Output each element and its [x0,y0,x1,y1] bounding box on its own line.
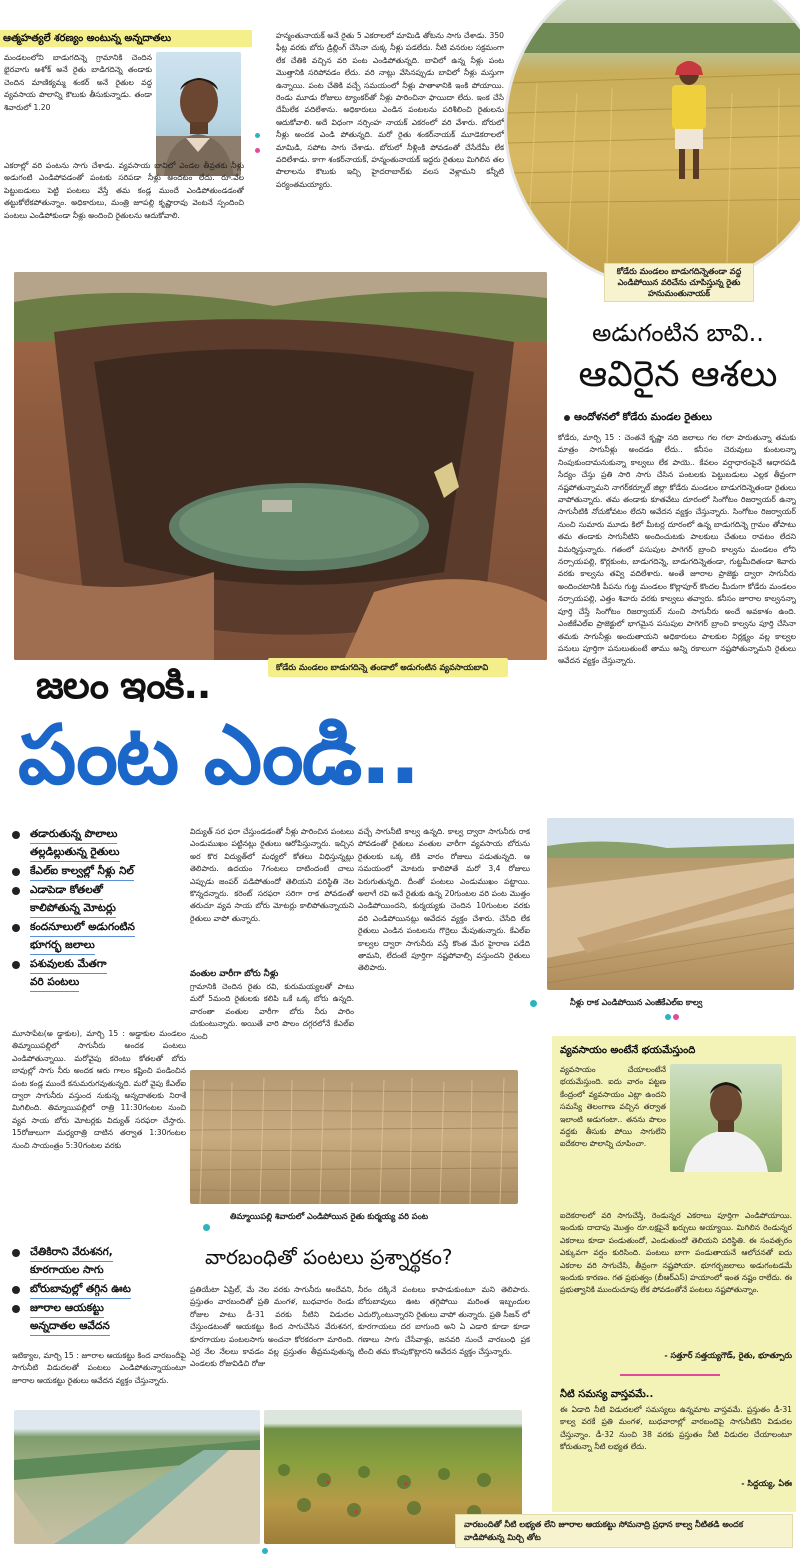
canal-caption-text: నీళ్లు రాక ఎండిపోయిన ఎంజీకేఎల్ఐ కాల్వ [570,997,703,1007]
accent-dot [665,1014,671,1020]
bullets1-line-b: వరి పంటలు [30,974,79,992]
quote1-body-top [560,1064,666,1210]
story1-col1-top [4,52,152,160]
farmer-field-photo [504,0,800,290]
story1-photo-caption [604,263,754,302]
bullet-dot-icon [12,831,20,839]
story1-col1-text: మండలంలోని బాడుగదిన్నె గ్రామానికి చెందిన భైరవాగు అశోక్ అనే రైతు బాడిగదిన్నె తండాకు చెందిన మాణిక్యమ్మ శంకర్ అనే రైతుల వద్ద వ్యవసాయ పొలాన్ని కౌలుకు తీసుకున్నాడు. తండా శివారులో 1.20 [4,53,152,112]
col-e-text: ప్రతియేటా ఏప్రిల్, మే నెల వరకు సాగునీరు అందేవని, ప్రస్తుతం వారబందితో ప్రతి మంగళ, బుధవారం రెండు రోజుల పాటు డీ-31 వరకు నీటిని విడుదల చేస్తుండటంతో ఆయకట్టు కింద సాగుచేసిన వేరుశనగ, కూరగాయల పంటలసాగు అంచనా కోరకరంగా మారింది. ఎర్ర నేల నేలలు కావడం వల్ల ప్రస్తుతం తీవ్రమవుతున్న ఎండలకు రోజువిడిచి రోజు [190,1285,354,1369]
story2-subhead [562,411,796,425]
col-b2 [190,981,354,1061]
bullets1-line-a: కందనూలులో అడుగంటిన [30,919,135,937]
story1-col2-text: హన్మంతునాయక్ అనే రైతు 5 ఎకరాలలో మామిడి తోటను సాగు చేశాడు. 350 ఫీట్ల వరకు బోరు డ్రిల్లింగ్ చేసినా చుక్క నీళ్లు పడలేదు. నీటి వనరుల సక్రమంగా లేక చేతికి వచ్చిన వరి పంట ఎండిపోతున్నది. బావిలో ఉన్న నీళ్లు పంట మొత్తానికి సరిపోవడం లేదు. వరి నాట్లు వేసినప్పుడు బావిలో నీళ్లు మస్తుగా ఉన్నాయి. పంట చేతికి వచ్చే సమయంలో నీళ్లు పాతాళానికి ఇంకి పోయాయి. రెండు మూడు రోజులు ట్యాంకర్‌తో నీళ్లు పారించినా ఫాయిదా లేదు. ఇంక చేసే దేమీలేక వదిలేశాను. అధికారులు ఎండిన పంటలను పరిశీలించి రైతులను ఆదుకోవాలి. అదే విధంగా నర్సింహ నాయక్ ఎకరంలో వరి వేశారు. బోరులో నీళ్లు అందక ఎండి పోతున్నది. మరో రైతు శంకర్‌నాయక్ మూడెకరాలలో మామిడి, సపోట సాగు చేశాడు. బోరులో నీళ్లింకి పోవడంతో చేసేదేమీ లేక వదిలేశాడు. కాగా శంకర్‌నాయక్, హన్మంతునాయక్ ఇద్దరు రైతులు మిగిలిన తల పొలాలను కౌలుకు ఇచ్చి హైదరాబాద్‌కు వలస వెళ్లామని కన్నీటి పర్యంతమయ్యారు. [276,31,504,189]
bullets2-item [10,1281,186,1299]
story1-headline-bar [0,30,252,47]
accent-dot [255,133,260,138]
col-e [190,1284,354,1402]
dry-well-photo [14,272,547,660]
bullets1-line-b: కాలిపోతున్న మోటర్లు [30,900,116,918]
bullets2-line-b: అన్నదాతల ఆవేదన [30,1318,110,1336]
quote2-body-text: ఈ ఏడాది నీటి విడుదలలో సమస్యలు ఉన్నమాట వాస్తవమే. ప్రస్తుతం డీ-31 కాల్వ వరకే ప్రతి మంగళ, బుధవారాల్లో వారబందిపై సాగునీటిని విడుదల చేస్తున్నాం. డీ-32 నుంచి 38 వరకు ప్రస్తుతం నీటి విడుదల చేయాలంటూ కోరుతున్నా నీటి లభ్యత లేదు. [560,1405,792,1452]
bullets1-item [10,882,186,918]
bullets1-line-a: పశువులకు మేతగా [30,956,107,974]
dry-canal-photo [547,818,794,990]
col-b2-text: గ్రామానికి చెందిన రైతు రవి, కురుమయ్యలతో పాటు మరో 5మంది రైతులకు కలిపి ఒకే ఒక్క బోరు ఉన్నది. వారంతా వంతుల వారీగా బోరు నీరు పారిం చుకుంటున్నారు. అయితే వారి పొలం దగ్గరలోనే కేఎల్ఐ నుంచి [190,982,354,1041]
bullet-dot-icon [12,868,20,876]
story1-caption-text: కోడేరు మండలం బాడుగదిన్నెతండా వద్ద ఎండిపోయిన వరిచేను చూపిస్తున్న రైతు హనుమంతునాయక్ [616,266,742,298]
col-b1 [190,826,354,966]
bullets1-item [10,863,186,881]
bullets2-line-a: చేతికిరాని వేరుశనగ, [30,1244,113,1262]
bullets2-line-a: జూరాల ఆయకట్టు [30,1300,104,1318]
banner-line1-text: జలం ఇంకి.. [36,663,211,707]
warabandi-title-text: వారబంధితో పంటలు ప్రశ్నార్థకం? [205,1245,453,1269]
quote1-head [560,1044,792,1058]
farmer-portrait-1 [156,52,241,176]
canal-caption [570,996,790,1008]
quote2-head [560,1388,792,1402]
accent-dot [262,1548,268,1554]
story2-title-2 [560,354,796,396]
field-caption-text: తిమ్మాయిపల్లి శివారులో ఎండిపోయిన రైతు కుర్మయ్య వరి పంట [230,1211,429,1221]
farmer-portrait-2 [670,1064,782,1172]
bullets1-item [10,826,186,862]
bullets2-list [10,1244,186,1337]
bullets1-line-a: తడారుతున్న పొలాలు [30,826,117,844]
bullets1-line-b: తల్లడిల్లుతున్న రైతులు [30,844,120,862]
col-d [12,1350,186,1402]
quote2-body [560,1404,792,1476]
story2-title-1 [560,318,796,348]
jurala-canal-photo [14,1410,260,1544]
accent-dot [673,1014,679,1020]
accent-dot [203,1224,210,1231]
quote1-body-bottom [560,1210,792,1342]
banner-line2-text: పంట ఎండి.. [18,708,419,803]
story2-body-text: కోడేరు, మార్చి 15 : చెంతనే కృష్ణా నది జలాలు గల గలా పారుతున్నా తమకు మాత్రం సాగునీళ్లు అందడం లేదు.. కనీసం చెరువులు కుంటలన్నా నింపుకుందామనుకున్నా కాల్వలు లేక పాయె.. కేవలం వర్షాధారంపైనే ఆధారపడి సేద్యం చేస్తు ప్రతి సారి సాగు చేసిన పంటలకు పెట్టుబడులు ఎల్లక తీవ్రంగా నష్టపోతున్నామని నాగర్‌కర్నూల్ జిల్లా కోడేరు మండలం బాడుగదిన్నెతండా రైతులు వాపోతున్నారు. తమ తండాకు కూతవేటు దూరంలో సింగోటం రిజర్వాయర్ ఉన్నా సాగునీటికి నోచుకోవటం లేదని ఆవేదన వ్యక్తం చేస్తున్నారు. సింగోటం రిజర్వాయర్ నుంచి సుమారు మూడు కిలో మీటర్ల దూరంలో ఉన్న బాడుగదిన్నె గ్రామం తోపాటు తమ తండాకు సాగునీటిని అందించుటకు పాలకులు చేతులు రావటం లేదని విమర్శిస్తున్నారు. గతంలో పసుపుల పాగెగర్ బ్రాంచి కాల్వను మండలం లోని నర్సాయపల్లి, కొర్లకుంట, బాడుగదిన్నె, బాడుగదిన్నెతండా, గుట్టమీదితండా శివారు వరకు కాల్వను తవ్వి వదిలేశారు. అంతే జూరాల ప్రాజెక్టు ద్వారా సాగునీరు అందించటానికి పీపను గుట్ట మండలం కొల్లాపూర్ కొందల మీదుగా కోడేరు మండలం నర్సాయపల్లి, ఎత్తం శివారు వరకు కాల్వలు తవ్వారు. కనీసం జూరాల కాల్వనన్నా పూర్తి చేస్తే సింగోటం రిజర్వాయర్ నుంచి సాగునీరు అందే అవకాశం ఉంది. ఎంజీకేఎల్ఐ ప్రాజెక్టులో భాగమైన పసుపుల పాగెగర్ బ్రాంచి కాల్వను పూర్తి చేసినా తమకు సాగునీళ్లు అందుతాయని అధికారులు పాలకుల నిర్లక్ష్యం వల్ల కాల్వల పనులు పూర్తిగా పనులుతుంటే తాము అన్ని రకాలుగా నష్టపోతున్నామని రైతులు ఆవేదన వ్యక్తం చేస్తున్నారు. [558,433,796,666]
quote1-sign-text: - సత్తూర్ సత్తయ్యగౌడ్, రైతు, భూత్పూరు [664,1351,792,1360]
bullets1-item [10,956,186,992]
bullet-dot-icon [12,1286,20,1294]
story2-body [558,432,796,804]
story2-subhead-text: ఆందోళనలో కోడేరు మండల రైతులు [574,412,712,423]
bullet-dot-icon [12,961,20,969]
accent-dot [255,148,260,153]
story1-col2 [276,30,504,266]
col-f [358,1284,530,1402]
bullet-dot-icon [12,1249,20,1257]
bullets2-line-b: కూరగాయల సాగు [30,1262,104,1280]
story1-headline: ఆత్మహత్యలే శరణ్యం అంటున్న అన్నదాతలు [3,33,172,44]
col-a-text: మూసాపేట(అ డ్డాకుల), మార్చి 15 : అడ్డాకుల మండలం తిమ్మాయిపల్లిలో సాగునీరు అందక పంటలు ఎండిపోతున్నాయి. మరోవైపు కరెంటు కోతలతో బోరు బావుల్లో సాగు నీరు అందక ఆరు గాలం కష్టించి పండించిన పంట కండ్ల ముందే కనుమరుగవుతున్నది. మరో వైపు కేఎల్ఐ ద్వారా సాగునీరు వస్తుంద నుకున్న అన్నదాతలకు నిరాశే మిగిలింది. తిమ్మాయిపల్లిలో రాత్రి 11:30గంటల నుంచి వ్యవ సాయ బోరు మోటర్లకు విద్యుత్ సరఫరా చేస్తారు. 15రోజులుగా మధ్యరాత్రి దాటిన తర్వాత 1:30గంటల నుంచి సాయంత్రం 5:30గంటల వరకు [12,1029,186,1150]
col-b-subhead [190,968,354,980]
bottom-caption-text: వారబందితో నీటి లభ్యత లేని జూరాల ఆయకట్టు సోమనాద్రి ప్రధాన కాల్వ నీటితడి అందక వాడిపోతున్న మిర్చి తోట [464,1519,744,1542]
field-caption [230,1210,520,1222]
col-d-text: ఇటిక్యాల, మార్చి 15 : జూరాల ఆయకట్టు కింద వారబందీపై సాగునీటి విడుదలతో పంటలు ఎండిపోతున్నాయంటూ జూరాల ఆయకట్టు రైతులు ఆవేదన వ్యక్తం చేస్తున్నారు. [12,1351,186,1385]
col-b-subhead-text: వంతుల వారీగా బోరు నీళ్లు [190,969,279,979]
story2-title-line1: అడుగంటిన బావి.. [592,319,764,347]
story1-col1-cont: ఎకరాల్లో వరి పంటను సాగు చేశాడు. వ్యవసాయ బావిలో ఎండల తీవ్రతకు నీళ్లు అడుగంటి ఎండిపోవడంతో పంటకు సరిపడా నీళ్లు అందటం లేదు. రూ.వేల పెట్టుబడులు పెట్టి పంటలు వేస్తే తమ కండ్ల ముందే ఎండిపోతుండడంతో తట్టుకోలేకపోతున్నాం. అధికారులు, మంత్రి జూపల్లి కృష్ణారావు వెంటనే స్పందించి పంటలు ఎండిపోకుండా నీళ్లు అందించి రైతులను ఆదుకోవాలి. [4,161,244,220]
bullet-dot-icon [12,887,20,895]
banner-line2 [18,708,548,804]
bullet-dot-icon [564,415,570,421]
col-b1-text: విద్యుత్ సర ఫరా చేస్తుండడంతో నీళ్లు పారించిన పంటలు ఎండుముఖం పట్టినట్లు రైతులు ఆరోపిస్తున్నారు. ఇచ్చిన అర కొర విద్యుత్‌లో మధ్యలో కోతలు విధిస్తున్నట్లు తెలిపారు. ఉదయం 7గంటలు దాటిందంటే చాలు ఎప్పుడు జంపర్ పడిపోతుందో తెలియని పరిస్థితి నెల కొన్నదన్నారు. కరెంట్ సరఫరా సరిగా రాక పోవడంతో తరుచూ వ్యవ సాయ బోరు మోటర్లు కాలిపోతున్నాయని రైతులు వాపో తున్నారు. [190,827,354,923]
bullets1-line-b: భూగర్భ జలాలు [30,937,95,955]
story2-title-line2: ఆవిరైన ఆశలు [578,354,778,395]
bullets1-item [10,919,186,955]
col-a [12,1028,186,1220]
quote2-sign [560,1478,792,1490]
bullets1-list [10,826,186,993]
quote1-body-part1: వ్యవసాయం చేయాలంటేనే భయమేస్తుంది. ఐదు వారం పట్టణ కేంద్రంలో వ్యవసాయం ఎట్లా ఉందని సమస్యే తెలంగాణ వచ్చిన తర్వాత ఇలాంటి అడుగంటా.. తనను పొలం వద్దకు తీసుకు పోయి సాగులేని ఐదేకరాల పొలాన్ని చూపించా. [560,1065,666,1149]
story1-col1-bottom [4,160,244,264]
dry-paddy-field-photo [190,1070,518,1204]
bullets2-item [10,1300,186,1336]
quote1-head-text: వ్యవసాయం అంటేనే భయమేస్తుంది [560,1045,696,1056]
bullets2-item [10,1244,186,1280]
warabandi-title [205,1242,535,1272]
bullet-dot-icon [12,1305,20,1313]
quote1-sign [560,1350,792,1362]
quote1-body-part2: ఐదెకరాలలో వరి సాగుచేస్తే, రెండున్నర ఎకరాలు పూర్తిగా ఎండిపోయాయి. ఇందుకు దాదాపు మొత్తం రూ.లక్షపైనే ఖర్చులు అయ్యాయి. మిగిలిన రెండున్నర ఎకరాలు కూడా పండుతుందో, ఎండుతుందో తెలియని పరిస్థితి. ఈ సంవత్సరం ఎక్కువగా వర్షం కురిసింది. పంటలు బాగా పండుతాయనే ఆలోచనతో ఐదు ఎకరాల వరి సాగుచేసి, తీవ్రంగా నష్టపోయా. భూగర్భజలాలు అడుగంటడమే ఇందుకు కారణం. గత ప్రభుత్వం (బీఆర్ఎస్) హయాంలో ఇంత నష్టం రాలేదు. ఈ ప్రభుత్వానికి ముందుచూపు లేక పోవడంతోనే పంటలు నష్టపోతున్నాం. [560,1211,792,1295]
quote2-head-text: నీటి సమస్య వాస్తవమే.. [560,1389,654,1400]
col-f-text: నీరం దక్కినే పంటలు కాపాడుకుంటూ మని తెలిపారు. బోరుబావులు ఊట తగ్గిపోయి మరింత ఇబ్బందుల ఎదుర్కొంటున్నారని రైతులు వాపో తున్నారు. ప్రతి సీజన్ లో కూరగాయలు దర బాగుంది అని ఏ ఎడారి కూడా కూడా గణాలు సాగు చేసేవాళ్లు, జనవరి నుంచే వారబంధి ప్రక టించి తమ కొంపుకొట్లారని ఆవేదన వ్యక్తం చేస్తున్నారు. [358,1285,530,1357]
col-c [358,826,530,1062]
bullets1-line-a: కేఎల్ఐ కాల్వల్లో నీళ్లు నిల్ [30,863,134,881]
banner-line1 [36,662,336,708]
bullets1-line-a: ఎడాపెడా కోతలతో [30,882,103,900]
col-c-text: వచ్చే సాగునీటి కాల్వ ఉన్నది. కాల్వ ద్వారా సాగునీరు రాక పోవడంతో రైతులు వంతుల వారీగా వ్యవసాయ బోరును రైతులకు ఒక్క టికి వారం రోజులు పడుతున్నది. ఆ సమయంలో మోటరు కాలిపోతే మరో 3,4 రోజులు పెరుగుతున్నది. దీంతో పంటలు ఎండుముఖం పట్టాయి. అలాగే రవి అనే రైతుకు ఉన్న 20గుంటల వరి పంట మొత్తం ఎండిపోయిందని, కుర్మయ్యకు చెందిన 10గుంటల వరకు వరి ఎండిపోయినట్లు ఆవేదన వ్యక్తం చేశారు. చేసేది లేక రైతులు ఎండిన పంటలను గొర్రెలు మేపుతున్నారు. కేఎల్ఐ కాల్వల ద్వారా సాగునీరు వస్తే కొంత మేర హైరాణ పడేది తామని, లేదంటే పూర్తిగా నష్టపోవాల్సి వస్తుందని రైతులు తెలిపారు. [358,827,530,973]
bullet-dot-icon [12,924,20,932]
quote2-sign-text: - సిద్దయ్య, ఏఈ [741,1479,792,1488]
quote-divider [620,1374,720,1376]
accent-dot [530,1000,537,1007]
bullets2-line-a: బోరుబావుల్లో తగ్గిన ఊట [30,1281,131,1299]
bottom-caption [455,1514,793,1548]
well-caption-text: కోడేరు మండలం బాడుగదిన్నె తండాలో అడుగంటిన వ్యవసాయబావి [276,662,489,672]
